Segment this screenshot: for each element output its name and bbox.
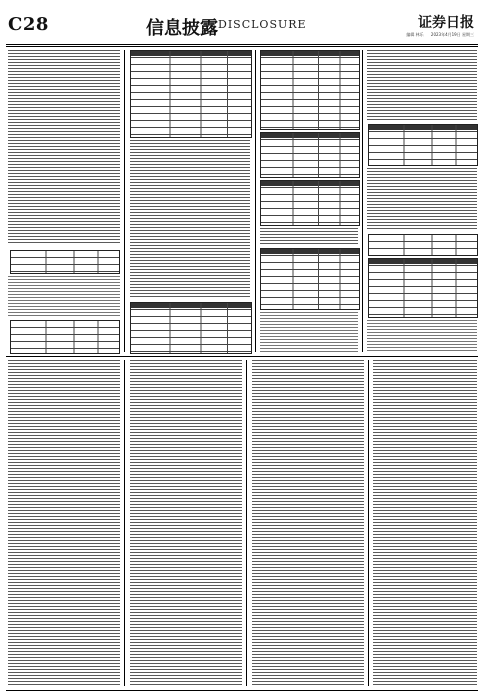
upper-col-4-text-2	[367, 168, 477, 230]
column-divider	[255, 50, 256, 352]
upper-col-3-text	[260, 228, 358, 244]
page-number: C28	[8, 14, 49, 35]
lower-col-2-text	[130, 360, 242, 686]
upper-col-1-table	[10, 250, 120, 274]
column-divider	[362, 50, 363, 352]
page-footer-rule	[6, 690, 478, 691]
upper-col-4-table	[368, 124, 478, 166]
lower-col-4-text	[373, 360, 477, 686]
section-title-english: DISCLOSURE	[218, 18, 307, 31]
upper-col-4-table-2	[368, 234, 478, 256]
lower-col-1-text	[8, 360, 120, 686]
upper-col-3-table	[260, 50, 360, 130]
masthead-rule	[6, 44, 478, 45]
upper-col-3-table-3	[260, 180, 360, 226]
column-divider	[124, 50, 125, 352]
column-divider	[124, 360, 125, 686]
upper-col-4-table-3	[368, 258, 478, 318]
upper-col-4-text	[367, 50, 477, 120]
newspaper-logo: 证券日报	[418, 15, 474, 31]
section-title: 信息披露	[146, 18, 218, 39]
section-separator	[6, 356, 478, 357]
masthead	[6, 6, 478, 44]
editor-credit: 编辑 林乐	[406, 32, 424, 37]
issue-date: 2023年4月19日 星期三	[430, 32, 474, 37]
lower-col-3-text	[252, 360, 364, 686]
upper-col-2-table	[130, 50, 252, 138]
upper-col-2-text	[130, 140, 250, 298]
column-divider	[246, 360, 247, 686]
upper-col-3-text-2	[260, 312, 358, 352]
issue-meta	[400, 32, 474, 38]
upper-col-1-text	[8, 50, 120, 245]
upper-col-4-text-3	[367, 320, 477, 352]
upper-col-1-table-2	[10, 320, 120, 354]
upper-col-3-table-4	[260, 248, 360, 310]
upper-col-1-text-2	[8, 276, 120, 316]
upper-col-3-table-2	[260, 132, 360, 178]
upper-col-2-table-2	[130, 302, 252, 354]
masthead-rule-secondary	[6, 46, 478, 47]
column-divider	[368, 360, 369, 686]
